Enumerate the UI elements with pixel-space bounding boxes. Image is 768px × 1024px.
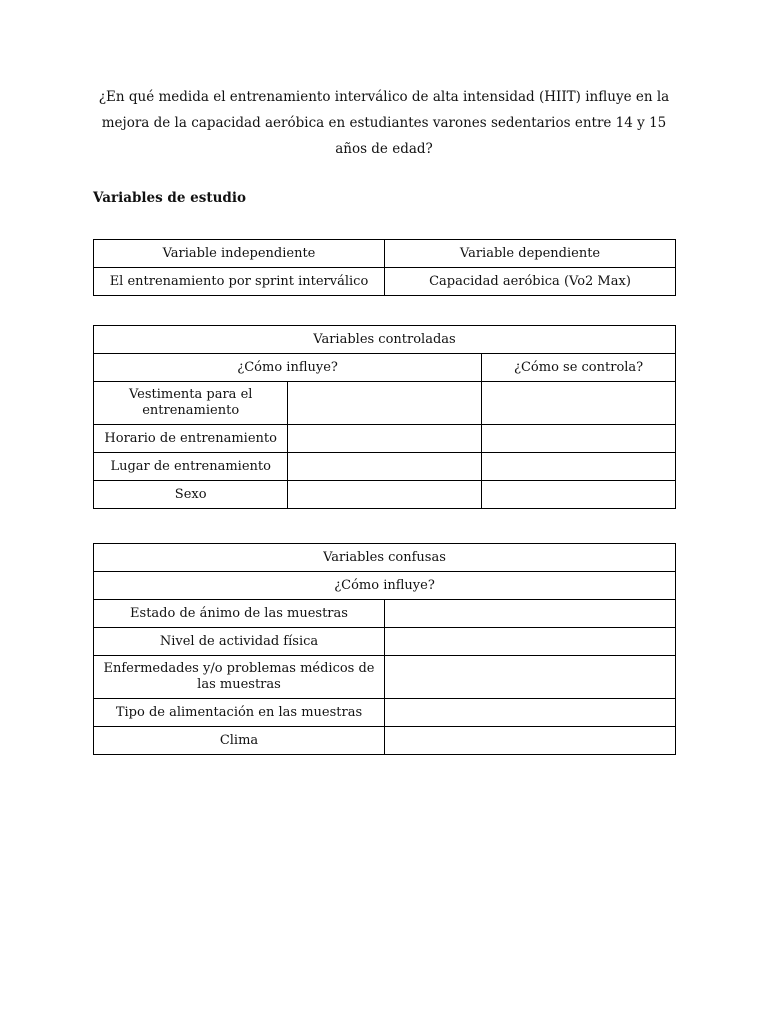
confounding-influence-cell	[385, 628, 676, 656]
controlled-variables-title: Variables controladas	[94, 326, 676, 354]
section-heading: Variables de estudio	[93, 190, 246, 206]
controlled-influence-cell	[288, 425, 482, 453]
table-row	[94, 572, 676, 600]
controlled-influence-cell	[288, 453, 482, 481]
table-row	[94, 656, 676, 699]
table-row	[94, 382, 676, 425]
controlled-influence-cell	[288, 481, 482, 509]
table-row	[94, 326, 676, 354]
controlled-variable-cell: Vestimenta para el entrenamiento	[94, 382, 288, 425]
controlled-control-cell	[482, 453, 676, 481]
controlled-variable-cell: Lugar de entrenamiento	[94, 453, 288, 481]
dependent-variable-value: Capacidad aeróbica (Vo2 Max)	[385, 268, 676, 296]
independent-variable-header: Variable independiente	[94, 240, 385, 268]
controlled-influence-header: ¿Cómo influye?	[94, 354, 482, 382]
table-row	[94, 727, 676, 755]
confounding-variables-table	[93, 543, 676, 755]
confounding-variable-cell: Nivel de actividad física	[94, 628, 385, 656]
table-row	[94, 453, 676, 481]
table-row	[94, 425, 676, 453]
confounding-influence-cell	[385, 727, 676, 755]
independent-variable-value: El entrenamiento por sprint interválico	[94, 268, 385, 296]
controlled-variable-cell: Horario de entrenamiento	[94, 425, 288, 453]
confounding-variable-cell: Enfermedades y/o problemas médicos de las muestras	[94, 656, 385, 699]
controlled-influence-cell	[288, 382, 482, 425]
confounding-variable-cell: Estado de ánimo de las muestras	[94, 600, 385, 628]
confounding-influence-header: ¿Cómo influye?	[94, 572, 676, 600]
confounding-influence-cell	[385, 656, 676, 699]
research-question: ¿En qué medida el entrenamiento interválico de alta intensidad (HIIT) influye en la mejora de la capacidad aeróbica en estudiantes varones sedentarios entre 14 y 15 años de edad?	[98, 89, 670, 157]
dependent-variable-header: Variable dependiente	[385, 240, 676, 268]
table-row	[94, 240, 676, 268]
controlled-control-cell	[482, 382, 676, 425]
confounding-variable-cell: Clima	[94, 727, 385, 755]
table-row	[94, 699, 676, 727]
table-row	[94, 628, 676, 656]
controlled-variable-cell: Sexo	[94, 481, 288, 509]
table-row	[94, 600, 676, 628]
confounding-variable-cell: Tipo de alimentación en las muestras	[94, 699, 385, 727]
controlled-control-header: ¿Cómo se controla?	[482, 354, 676, 382]
table-row	[94, 268, 676, 296]
main-variables-table	[93, 239, 676, 296]
controlled-control-cell	[482, 481, 676, 509]
confounding-influence-cell	[385, 600, 676, 628]
confounding-influence-cell	[385, 699, 676, 727]
controlled-control-cell	[482, 425, 676, 453]
confounding-variables-title: Variables confusas	[94, 544, 676, 572]
table-row	[94, 481, 676, 509]
table-row	[94, 354, 676, 382]
controlled-variables-table	[93, 325, 676, 509]
table-row	[94, 544, 676, 572]
